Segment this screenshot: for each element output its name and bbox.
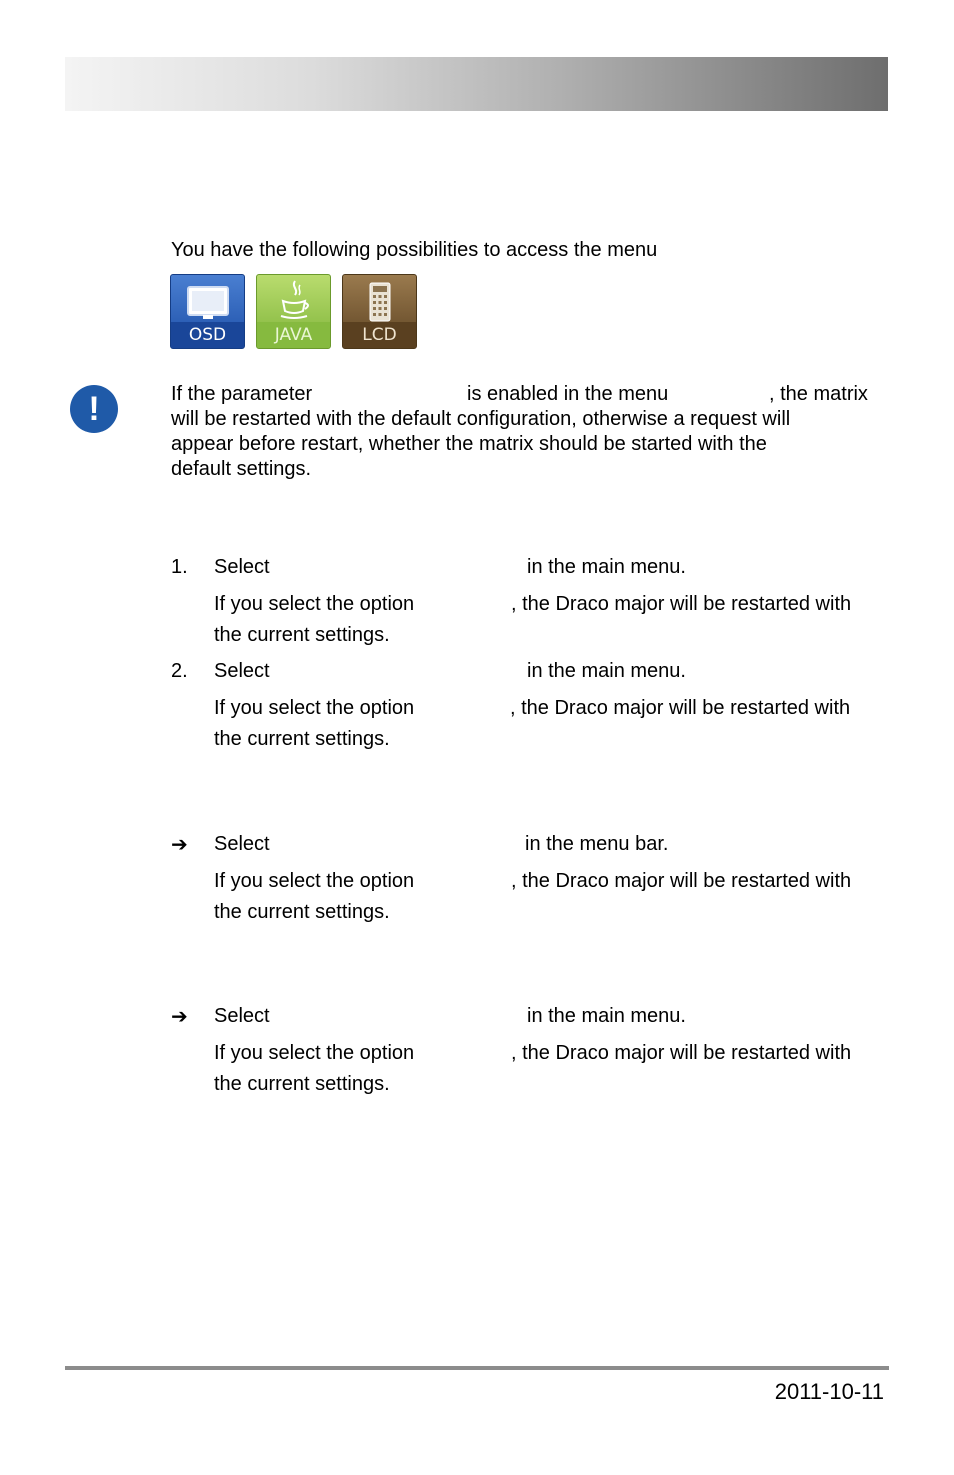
java-cup-icon (257, 275, 331, 325)
lcd-rest: in the main menu. (527, 1005, 686, 1027)
osd-label: OSD (171, 322, 244, 348)
notice-line4: default settings. (171, 458, 312, 480)
java-select: Select (214, 833, 270, 855)
osd-step2-option: If you select the option (214, 697, 415, 719)
osd-step2-number: 2. (171, 660, 188, 682)
lcd-current: the current settings. (214, 1073, 390, 1095)
lcd-arrow-icon: ➔ (171, 1004, 188, 1028)
osd-step2-select: Select (214, 660, 270, 682)
osd-step1-result: , the Draco major will be restarted with (511, 593, 852, 615)
notice-line1-a: If the parameter (171, 383, 313, 405)
monitor-icon (171, 275, 245, 325)
java-rest: in the menu bar. (525, 833, 669, 855)
notice-line2: will be restarted with the default configuration, otherwise a request will (171, 408, 791, 430)
osd-step1-current: the current settings. (214, 624, 390, 646)
osd-step2-result: , the Draco major will be restarted with (510, 697, 851, 719)
osd-step1-select: Select (214, 556, 270, 578)
lcd-label: LCD (343, 322, 416, 348)
java-result: , the Draco major will be restarted with (511, 870, 852, 892)
osd-step2-rest: in the main menu. (527, 660, 686, 682)
java-option: If you select the option (214, 870, 415, 892)
java-current: the current settings. (214, 901, 390, 923)
java-arrow-icon: ➔ (171, 832, 188, 856)
osd-step1-option: If you select the option (214, 593, 415, 615)
osd-step1-number: 1. (171, 556, 188, 578)
java-tile (256, 274, 331, 349)
java-label: JAVA (257, 322, 330, 348)
remote-keypad-icon (343, 275, 417, 325)
lcd-tile (342, 274, 417, 349)
osd-step2-current: the current settings. (214, 728, 390, 750)
notice-line1-b: is enabled in the menu (467, 383, 669, 405)
lcd-result: , the Draco major will be restarted with (511, 1042, 852, 1064)
notice-line1-c: , the matrix (769, 383, 868, 405)
osd-step1-rest: in the main menu. (527, 556, 686, 578)
notice-line3: appear before restart, whether the matrix should be started with the (171, 433, 767, 455)
footer-date: 2011-10-11 (774, 1379, 884, 1404)
lcd-select: Select (214, 1005, 270, 1027)
lcd-option: If you select the option (214, 1042, 415, 1064)
footer-divider (65, 1366, 889, 1370)
osd-tile (170, 274, 245, 349)
exclamation-icon: ! (70, 385, 118, 433)
intro-text: You have the following possibilities to access the menu (171, 239, 658, 261)
header-bar (65, 57, 888, 111)
